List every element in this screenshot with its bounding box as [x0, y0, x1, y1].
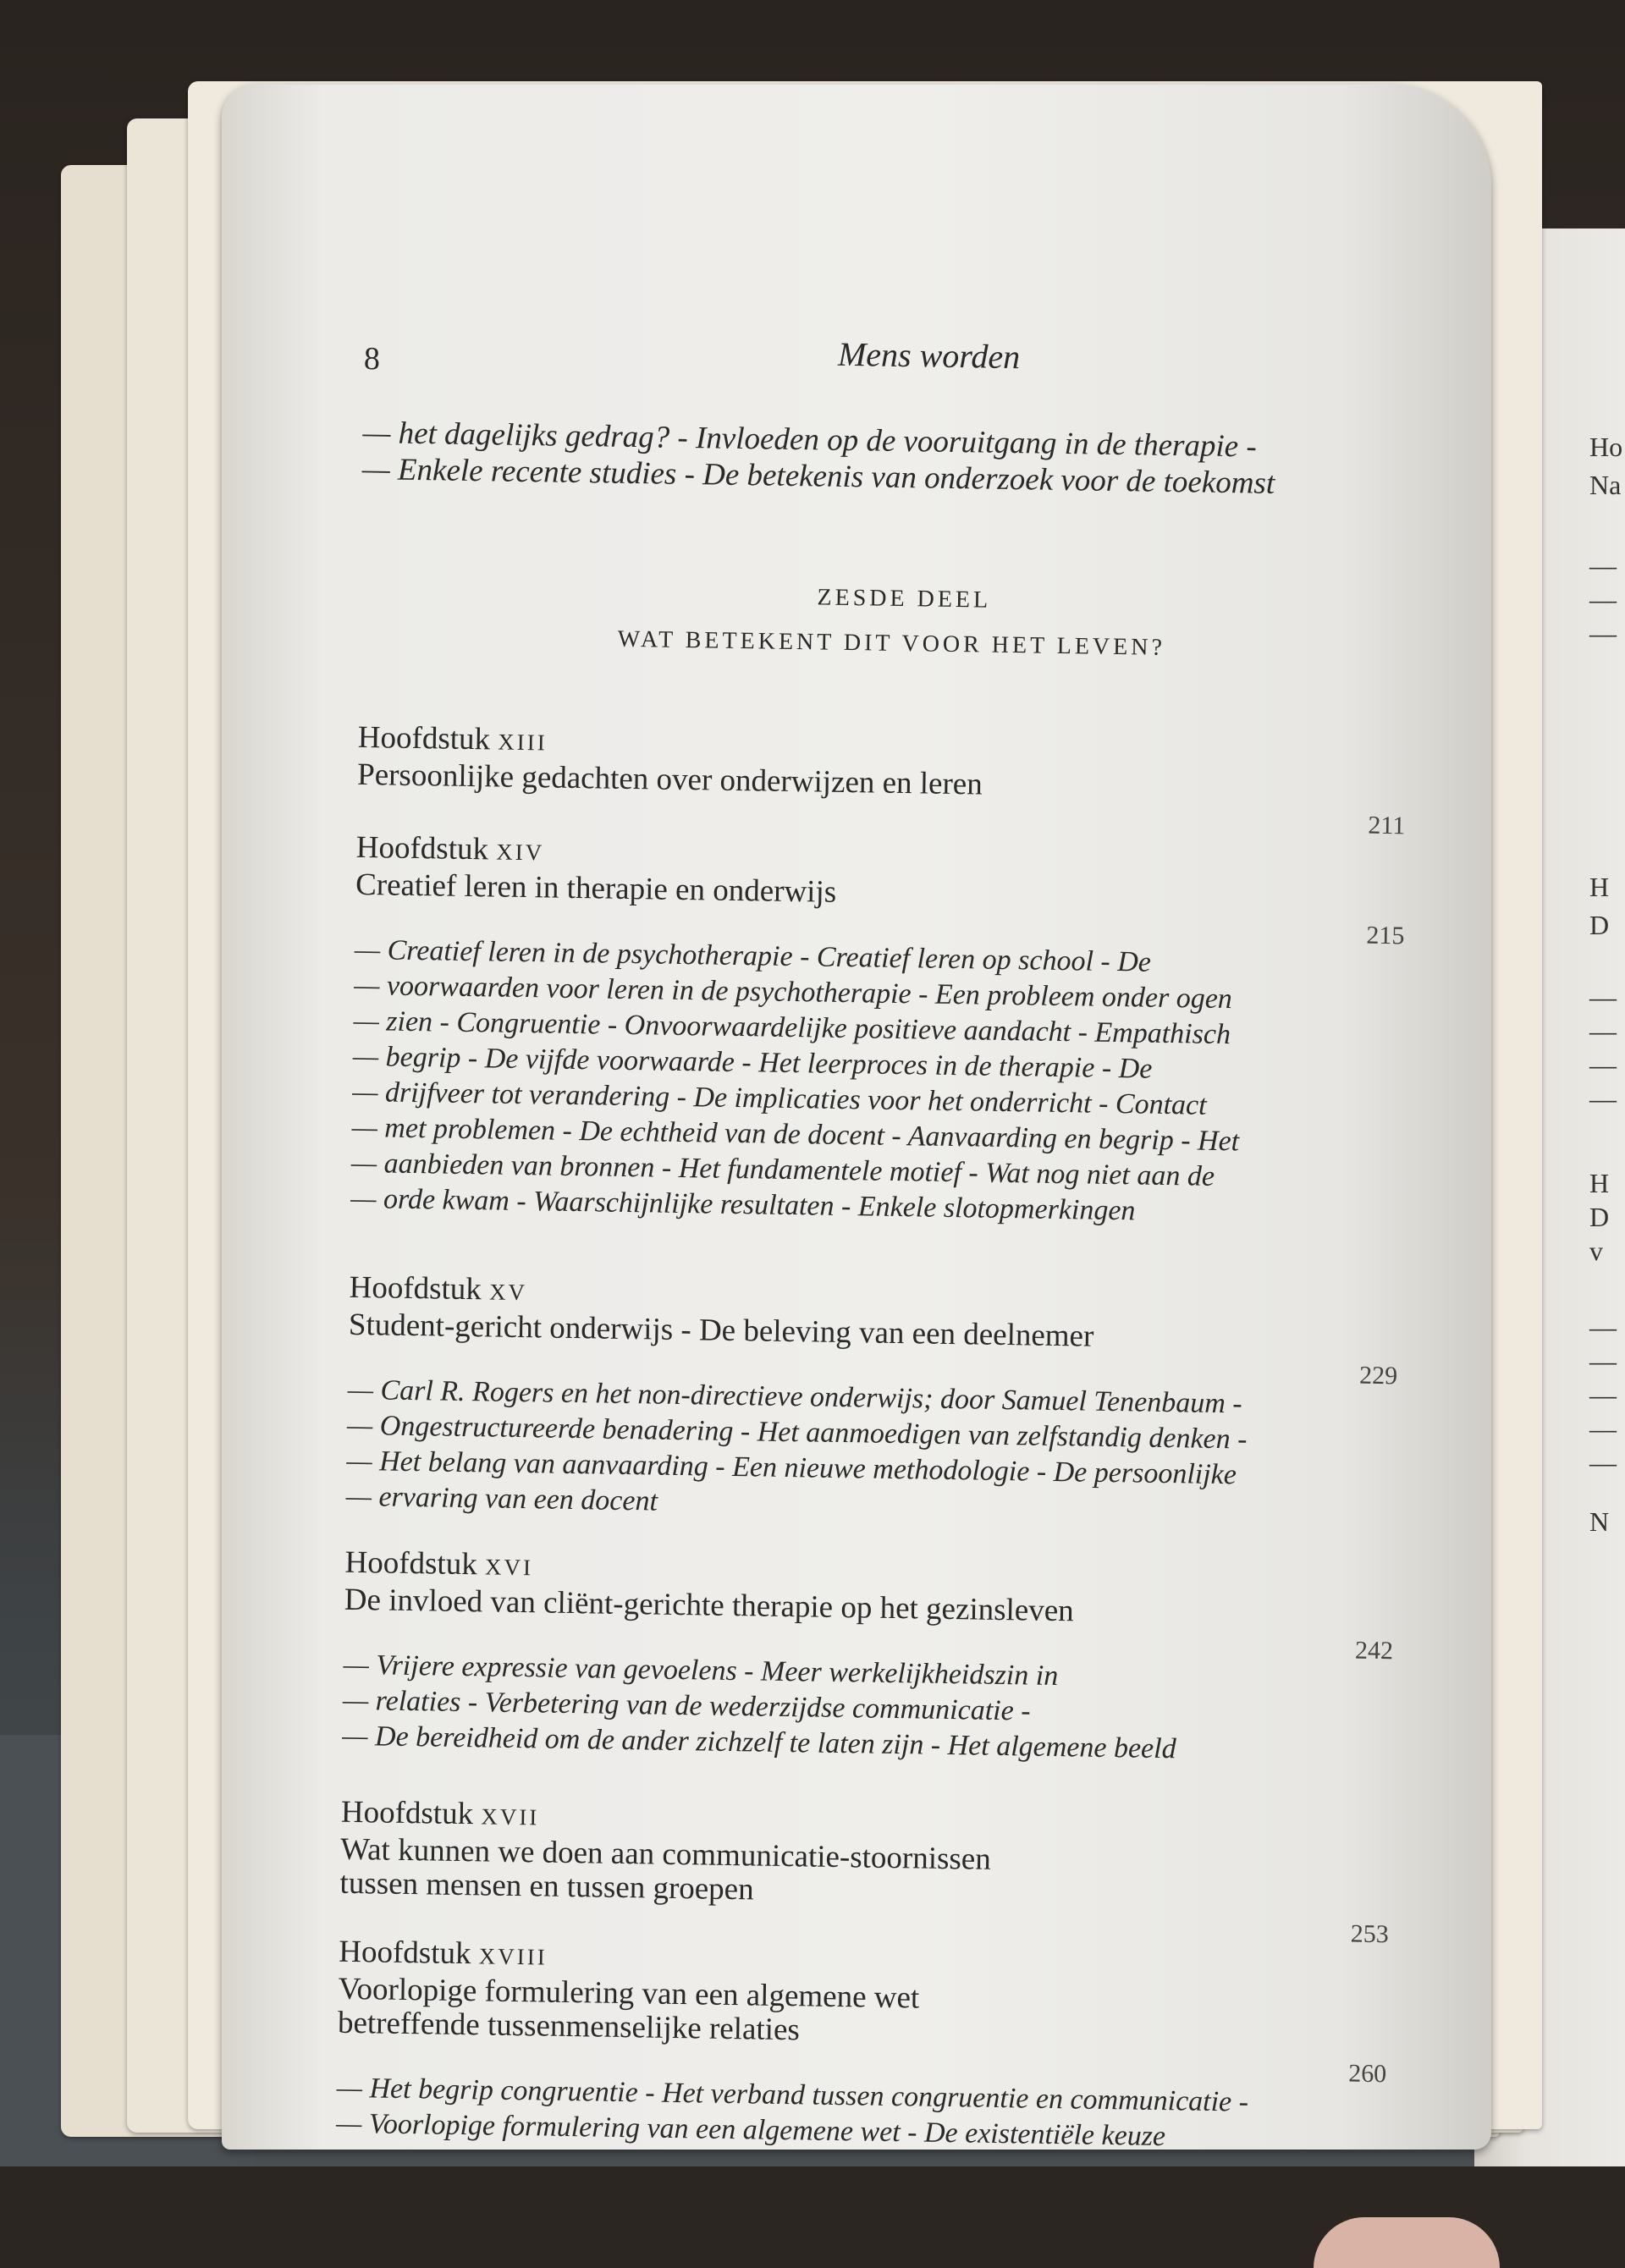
thumb	[1314, 2217, 1500, 2268]
chapter-summary-line: — ervaring van een docent	[345, 1480, 658, 1517]
chapter-summary-line: — drijfveer tot verandering - De implicaties voor het onderricht - Contact	[351, 1076, 1207, 1121]
chapter-summary-line: — met problemen - De echtheid van de docent - Aanvaarding en begrip - Het	[351, 1111, 1240, 1158]
intro-line: — Enkele recente studies - De betekenis van onderzoek voor de toekomst	[361, 451, 1275, 501]
chapter-page-number: 229	[1358, 1361, 1398, 1390]
facing-page-text: —	[1589, 1346, 1617, 1376]
page-number: 8	[363, 340, 381, 377]
chapter-label: Hoofdstuk	[339, 1934, 480, 1972]
facing-page-text: H	[1589, 872, 1610, 902]
chapter-label: Hoofdstuk	[340, 1794, 482, 1832]
chapter-page-number: 242	[1354, 1636, 1394, 1665]
chapter-numeral: XVI	[484, 1554, 534, 1581]
facing-page-text: Ho	[1589, 432, 1623, 462]
chapter-summary-line: — Het belang van aanvaarding - Een nieuwe methodologie - De persoonlijke	[346, 1445, 1237, 1491]
chapter-title: Student-gericht onderwijs - De beleving van een deelnemer	[348, 1307, 1094, 1354]
facing-page-text: —	[1589, 1379, 1617, 1410]
chapter-title: Wat kunnen we doen aan communicatie-stoornissen	[339, 1831, 992, 1877]
chapter-title: De invloed van cliënt-gerichte therapie op het gezinsleven	[344, 1582, 1075, 1629]
facing-page-text: —	[1589, 1447, 1617, 1478]
chapter-summary-line: — De bereidheid om de ander zichzelf te laten zijn - Het algemene beeld	[342, 1720, 1176, 1765]
chapter-summary-line: — zien - Congruentie - Onvoorwaardelijke positieve aandacht - Empathisch	[353, 1005, 1231, 1051]
chapter-summary-line: — Carl R. Rogers en het non-directieve onderwijs; door Samuel Tenenbaum -	[347, 1373, 1242, 1420]
chapter-heading	[349, 1269, 527, 1308]
chapter-page-number: 253	[1350, 1919, 1390, 1949]
facing-page-text: —	[1589, 1049, 1617, 1080]
chapter-title: Persoonlijke gedachten over onderwijzen en leren	[356, 757, 983, 802]
part-title: WAT BETEKENT DIT VOOR HET LEVEN?	[617, 625, 1166, 661]
chapter-summary-line: — Creatief leren in de psychotherapie - Creatief leren op school - De	[354, 933, 1152, 978]
chapter-title: Creatief leren in therapie en onderwijs	[355, 867, 837, 910]
chapter-page-number: 215	[1366, 921, 1405, 950]
facing-page-text: —	[1589, 584, 1617, 614]
chapter-label: Hoofdstuk	[355, 829, 497, 867]
chapter-heading	[355, 829, 544, 868]
chapter-numeral: XVII	[481, 1803, 540, 1830]
part-number: ZESDE DEEL	[817, 584, 992, 614]
facing-page-text: —	[1589, 550, 1617, 581]
chapter-heading	[339, 1934, 548, 1973]
chapter-numeral: XVIII	[478, 1943, 548, 1970]
chapter-summary-line: — voorwaarden voor leren in de psychotherapie - Een probleem onder ogen	[353, 969, 1233, 1016]
facing-page-text: v	[1589, 1236, 1603, 1266]
chapter-summary-line: — relaties - Verbetering van de wederzijdse communicatie -	[342, 1684, 1031, 1727]
table-of-contents	[335, 245, 1432, 2153]
chapter-page-number: 211	[1368, 811, 1406, 840]
chapter-heading	[358, 719, 548, 759]
chapter-summary-line: — begrip - De vijfde voorwaarde - Het leerproces in de therapie - De	[352, 1040, 1153, 1085]
facing-page-text: Na	[1589, 470, 1622, 500]
chapter-label: Hoofdstuk	[349, 1269, 490, 1307]
chapter-label: Hoofdstuk	[344, 1544, 486, 1583]
facing-page-text: H	[1589, 1168, 1610, 1198]
chapter-summary-line: — Het begrip congruentie - Het verband tussen congruentie en communicatie -	[336, 2072, 1249, 2118]
intro-line: — het dagelijks gedrag? - Invloeden op de vooruitgang in de therapie -	[362, 415, 1258, 465]
facing-page-text: —	[1589, 982, 1617, 1012]
facing-page-text: N	[1589, 1506, 1610, 1537]
book-page	[222, 85, 1491, 2153]
chapter-title: betreffende tussenmenselijke relaties	[337, 2005, 801, 2048]
facing-page-text: —	[1589, 1312, 1617, 1342]
chapter-label: Hoofdstuk	[357, 719, 499, 757]
chapter-summary-line: — orde kwam - Waarschijnlijke resultaten - Enkele slotopmerkingen	[350, 1182, 1136, 1227]
chapter-heading	[341, 1794, 540, 1834]
facing-page-text: —	[1589, 1083, 1617, 1114]
chapter-page-number: 260	[1347, 2059, 1387, 2089]
facing-page-text: —	[1589, 618, 1617, 648]
running-head: Mens worden	[837, 334, 1021, 377]
chapter-summary-line: — Vrijere expressie van gevoelens - Meer werkelijkheidszin in	[343, 1649, 1059, 1693]
chapter-heading	[344, 1544, 533, 1583]
chapter-title: tussen mensen en tussen groepen	[339, 1865, 754, 1907]
chapter-title: Voorlopige formulering van een algemene wet	[338, 1971, 920, 2016]
facing-page-text: D	[1589, 1202, 1610, 1232]
chapter-summary-line: — Voorlopige formulering van een algemene wet - De existentiële keuze	[335, 2107, 1166, 2153]
chapter-numeral: XV	[488, 1279, 528, 1306]
chapter-numeral: XIV	[496, 839, 545, 866]
facing-page-text: —	[1589, 1413, 1617, 1444]
facing-page-text: D	[1589, 910, 1610, 940]
chapter-summary-line: — Ongestructureerde benadering - Het aanmoedigen van zelfstandig denken -	[346, 1409, 1248, 1456]
chapter-summary-line: — aanbieden van bronnen - Het fundamentele motief - Wat nog niet aan de	[350, 1147, 1215, 1192]
facing-page-text: —	[1589, 1016, 1617, 1046]
chapter-numeral: XIII	[498, 729, 548, 756]
